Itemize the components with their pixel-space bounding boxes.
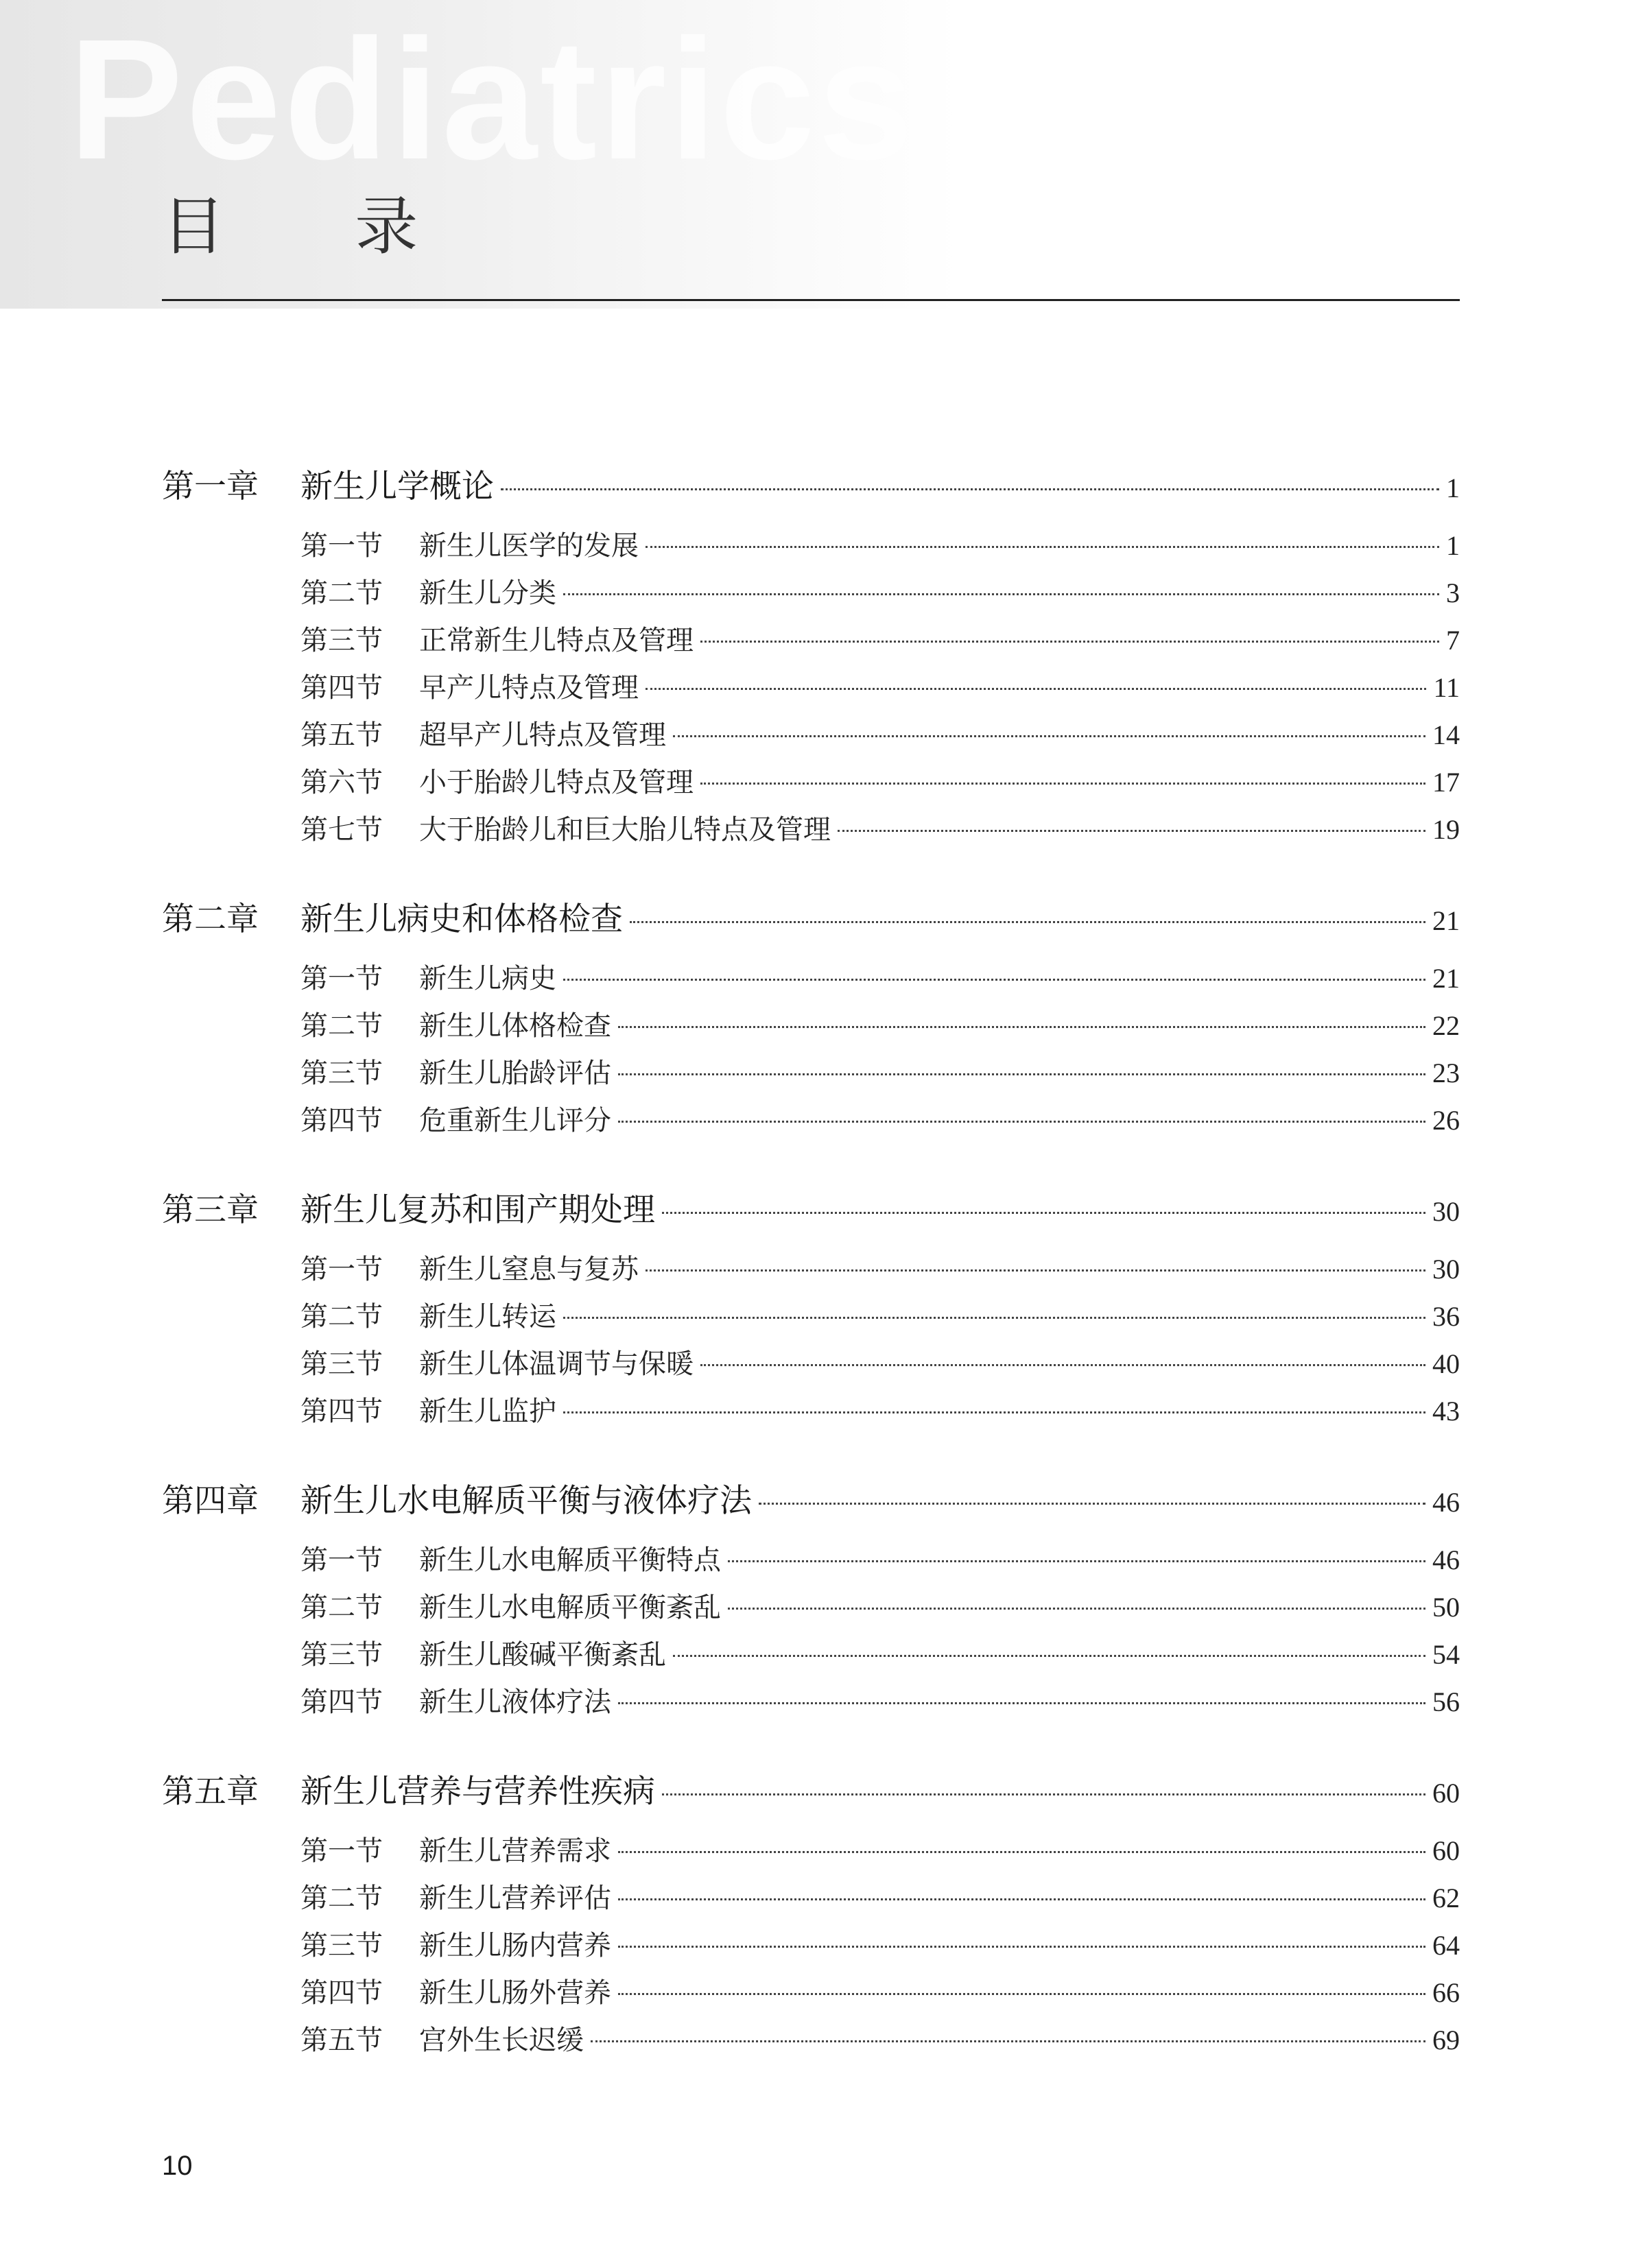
dot-leader xyxy=(630,921,1425,923)
section-title: 超早产儿特点及管理 xyxy=(419,719,666,751)
dot-leader xyxy=(501,488,1439,490)
section-label: 第三节 xyxy=(300,1058,383,1089)
section-label: 第三节 xyxy=(300,625,383,656)
section-page: 66 xyxy=(1432,1977,1460,2008)
chapter-label: 第五章 xyxy=(162,1773,259,1811)
dot-leader xyxy=(618,1898,1425,1900)
section-label: 第二节 xyxy=(300,1883,383,1914)
section-entry[interactable] xyxy=(162,1633,1460,1680)
chapter-title: 新生儿水电解质平衡与液体疗法 xyxy=(300,1482,752,1520)
dot-leader xyxy=(673,735,1425,737)
page-number: 10 xyxy=(162,2151,193,2181)
section-title: 新生儿监护 xyxy=(419,1396,556,1427)
section-page: 40 xyxy=(1432,1348,1460,1379)
section-entry[interactable] xyxy=(162,1004,1460,1051)
section-label: 第七节 xyxy=(300,814,383,846)
chapter-page: 30 xyxy=(1432,1196,1460,1227)
dot-leader xyxy=(700,1364,1425,1366)
dot-leader xyxy=(618,1026,1425,1028)
section-entry[interactable] xyxy=(162,1389,1460,1437)
section-label: 第四节 xyxy=(300,1977,383,2009)
dot-leader xyxy=(563,979,1425,981)
section-entry[interactable] xyxy=(162,1876,1460,1924)
section-label: 第三节 xyxy=(300,1639,383,1671)
chapter-page: 21 xyxy=(1432,905,1460,936)
section-title: 新生儿营养需求 xyxy=(419,1835,611,1867)
section-title: 新生儿转运 xyxy=(419,1301,556,1333)
section-page: 43 xyxy=(1432,1396,1460,1427)
toc-chapter xyxy=(162,1475,1460,1728)
section-entry[interactable] xyxy=(162,1295,1460,1342)
dot-leader xyxy=(662,1212,1425,1214)
section-page: 7 xyxy=(1446,625,1460,656)
section-entry[interactable] xyxy=(162,1099,1460,1146)
dot-leader xyxy=(759,1503,1425,1505)
section-page: 54 xyxy=(1432,1639,1460,1670)
section-entry[interactable] xyxy=(162,1586,1460,1633)
section-entry[interactable] xyxy=(162,1248,1460,1295)
section-title: 大于胎龄儿和巨大胎儿特点及管理 xyxy=(419,814,831,846)
section-title: 新生儿肠外营养 xyxy=(419,1977,611,2009)
section-entry[interactable] xyxy=(162,2018,1460,2066)
section-entry[interactable] xyxy=(162,1829,1460,1876)
section-entry[interactable] xyxy=(162,957,1460,1004)
chapter-page: 60 xyxy=(1432,1778,1460,1809)
section-entry[interactable] xyxy=(162,1680,1460,1728)
section-entry[interactable] xyxy=(162,761,1460,808)
section-entry[interactable] xyxy=(162,1051,1460,1099)
section-label: 第一节 xyxy=(300,1835,383,1867)
section-label: 第六节 xyxy=(300,767,383,798)
section-label: 第一节 xyxy=(300,963,383,994)
section-label: 第四节 xyxy=(300,1686,383,1718)
section-page: 23 xyxy=(1432,1058,1460,1088)
chapter-label: 第三章 xyxy=(162,1191,259,1229)
section-entry[interactable] xyxy=(162,524,1460,571)
toc-chapter xyxy=(162,894,1460,1146)
dot-leader xyxy=(646,688,1426,690)
dot-leader xyxy=(662,1793,1425,1795)
section-title: 小于胎龄儿特点及管理 xyxy=(419,767,694,798)
table-of-contents xyxy=(162,461,1460,2104)
section-entry[interactable] xyxy=(162,619,1460,666)
dot-leader xyxy=(618,1993,1425,1995)
dot-leader xyxy=(838,830,1425,832)
chapter-label: 第一章 xyxy=(162,468,259,505)
section-label: 第二节 xyxy=(300,1010,383,1042)
section-title: 宫外生长迟缓 xyxy=(419,2025,584,2056)
section-title: 新生儿体格检查 xyxy=(419,1010,611,1042)
chapter-entry[interactable] xyxy=(162,461,1460,518)
chapter-label: 第四章 xyxy=(162,1482,259,1520)
section-page: 60 xyxy=(1432,1835,1460,1866)
section-page: 50 xyxy=(1432,1592,1460,1623)
section-title: 早产儿特点及管理 xyxy=(419,672,639,704)
section-title: 新生儿水电解质平衡紊乱 xyxy=(419,1592,721,1623)
chapter-entry[interactable] xyxy=(162,1475,1460,1533)
dot-leader xyxy=(728,1608,1425,1610)
section-page: 56 xyxy=(1432,1686,1460,1717)
chapter-title: 新生儿营养与营养性疾病 xyxy=(300,1773,655,1811)
dot-leader xyxy=(618,1702,1425,1704)
section-page: 21 xyxy=(1432,963,1460,994)
section-title: 新生儿医学的发展 xyxy=(419,530,639,562)
section-title: 正常新生儿特点及管理 xyxy=(419,625,694,656)
dot-leader xyxy=(563,1317,1425,1319)
section-label: 第五节 xyxy=(300,719,383,751)
dot-leader xyxy=(618,1946,1425,1948)
section-page: 46 xyxy=(1432,1544,1460,1575)
chapter-title: 新生儿病史和体格检查 xyxy=(300,900,623,938)
section-entry[interactable] xyxy=(162,1538,1460,1586)
section-title: 新生儿分类 xyxy=(419,577,556,609)
dot-leader xyxy=(618,1851,1425,1853)
section-label: 第四节 xyxy=(300,672,383,704)
section-label: 第三节 xyxy=(300,1930,383,1961)
chapter-label: 第二章 xyxy=(162,900,259,938)
section-label: 第一节 xyxy=(300,1254,383,1285)
dot-leader xyxy=(591,2040,1425,2042)
section-page: 19 xyxy=(1432,814,1460,845)
toc-chapter xyxy=(162,1766,1460,2066)
chapter-title: 新生儿复苏和围产期处理 xyxy=(300,1191,655,1229)
section-title: 新生儿体温调节与保暖 xyxy=(419,1348,694,1380)
section-label: 第二节 xyxy=(300,1301,383,1333)
section-title: 新生儿胎龄评估 xyxy=(419,1058,611,1089)
dot-leader xyxy=(700,783,1425,785)
dot-leader xyxy=(618,1073,1425,1075)
toc-chapter xyxy=(162,1184,1460,1437)
section-label: 第二节 xyxy=(300,1592,383,1623)
section-page: 62 xyxy=(1432,1883,1460,1913)
section-title: 危重新生儿评分 xyxy=(419,1105,611,1136)
page-title: 目 录 xyxy=(162,190,473,263)
section-entry[interactable] xyxy=(162,1924,1460,1971)
section-label: 第一节 xyxy=(300,1544,383,1576)
dot-leader xyxy=(563,593,1439,595)
section-title: 新生儿水电解质平衡特点 xyxy=(419,1544,721,1576)
chapter-title: 新生儿学概论 xyxy=(300,468,494,505)
section-label: 第五节 xyxy=(300,2025,383,2056)
section-page: 22 xyxy=(1432,1010,1460,1041)
section-entry[interactable] xyxy=(162,808,1460,855)
chapter-page: 1 xyxy=(1446,473,1460,503)
section-title: 新生儿营养评估 xyxy=(419,1883,611,1914)
dot-leader xyxy=(700,641,1439,643)
dot-leader xyxy=(646,546,1439,548)
section-label: 第三节 xyxy=(300,1348,383,1380)
section-title: 新生儿酸碱平衡紊乱 xyxy=(419,1639,666,1671)
toc-chapter xyxy=(162,461,1460,855)
section-page: 69 xyxy=(1432,2025,1460,2055)
section-page: 3 xyxy=(1446,577,1460,608)
section-page: 30 xyxy=(1432,1254,1460,1285)
dot-leader xyxy=(646,1269,1425,1272)
section-page: 26 xyxy=(1432,1105,1460,1136)
section-title: 新生儿肠内营养 xyxy=(419,1930,611,1961)
chapter-entry[interactable] xyxy=(162,1184,1460,1242)
section-page: 11 xyxy=(1433,672,1460,703)
section-label: 第二节 xyxy=(300,577,383,609)
section-entry[interactable] xyxy=(162,713,1460,761)
section-label: 第四节 xyxy=(300,1105,383,1136)
dot-leader xyxy=(728,1560,1425,1562)
section-page: 1 xyxy=(1446,530,1460,561)
section-page: 17 xyxy=(1432,767,1460,798)
chapter-page: 46 xyxy=(1432,1487,1460,1518)
section-label: 第一节 xyxy=(300,530,383,562)
section-title: 新生儿窒息与复苏 xyxy=(419,1254,639,1285)
section-entry[interactable] xyxy=(162,666,1460,713)
chapter-entry[interactable] xyxy=(162,1766,1460,1824)
section-page: 14 xyxy=(1432,719,1460,750)
dot-leader xyxy=(618,1121,1425,1123)
section-page: 64 xyxy=(1432,1930,1460,1961)
section-entry[interactable] xyxy=(162,1971,1460,2018)
section-entry[interactable] xyxy=(162,571,1460,619)
title-divider xyxy=(162,299,1460,301)
section-title: 新生儿病史 xyxy=(419,963,556,994)
section-entry[interactable] xyxy=(162,1342,1460,1389)
dot-leader xyxy=(563,1411,1425,1413)
header-watermark: Pediatrics xyxy=(69,3,916,195)
section-title: 新生儿液体疗法 xyxy=(419,1686,611,1718)
dot-leader xyxy=(673,1655,1425,1657)
section-page: 36 xyxy=(1432,1301,1460,1332)
chapter-entry[interactable] xyxy=(162,894,1460,951)
section-label: 第四节 xyxy=(300,1396,383,1427)
